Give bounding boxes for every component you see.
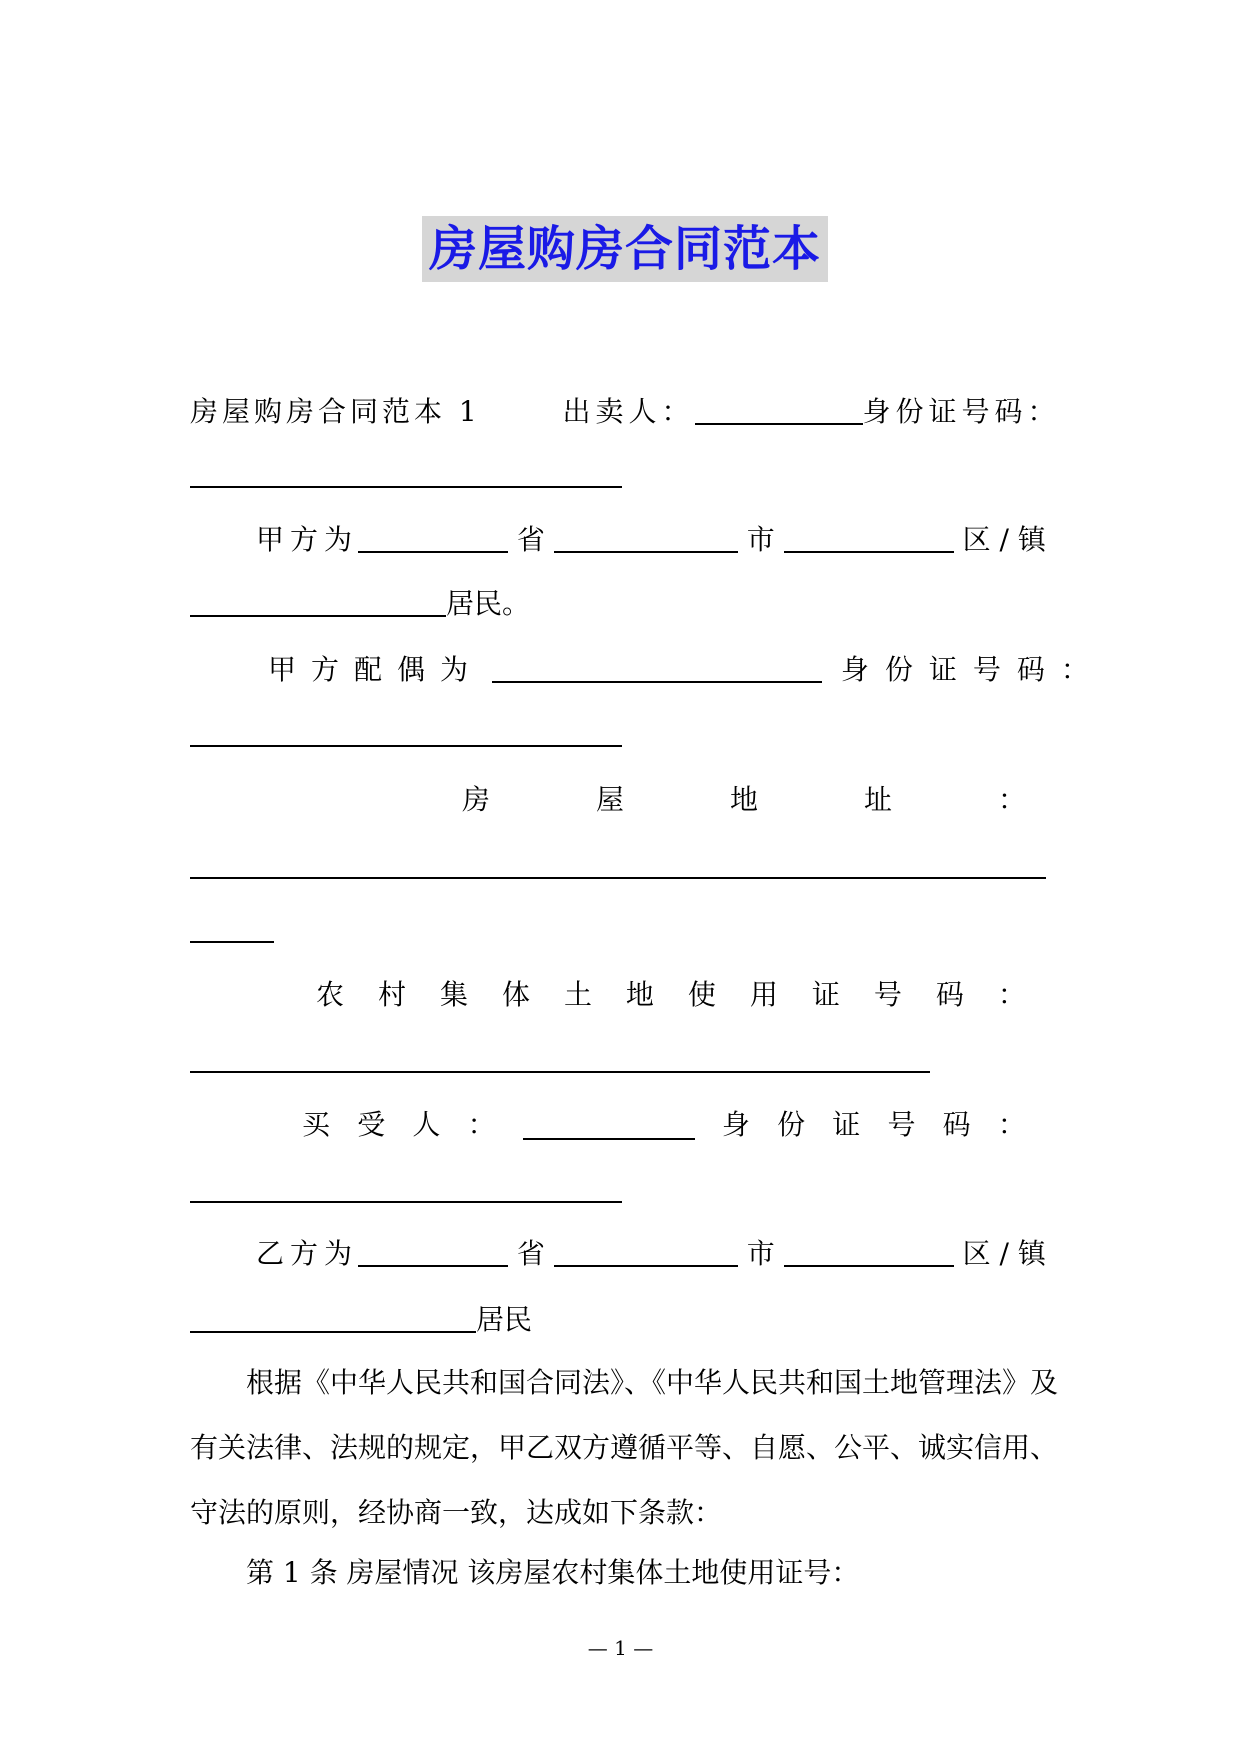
contract-heading: 房屋购房合同范本 1	[190, 395, 481, 428]
address-char: 房	[462, 783, 491, 816]
land-cert-char: 农	[316, 978, 345, 1011]
district-label: 区 / 镇	[962, 523, 1046, 556]
buyer-id-char: 码	[942, 1108, 971, 1141]
address-char: 屋	[595, 783, 624, 816]
land-cert-blank-line	[190, 1040, 1060, 1080]
seller-id-label: 身份证号码：	[862, 395, 1061, 428]
spouse-line	[190, 650, 1105, 690]
spouse-id-line	[190, 714, 1060, 754]
seller-line	[190, 392, 1060, 432]
buyer-line	[302, 1105, 1026, 1145]
party-a-residence-line	[190, 584, 1060, 624]
party-b-line	[190, 1234, 1060, 1274]
buyer-char: 买	[302, 1108, 331, 1141]
page-number: — 1 —	[587, 1636, 654, 1660]
spouse-id-label: 身份证号码：	[840, 653, 1105, 686]
province-label: 省	[516, 523, 545, 556]
buyer-char: ：	[467, 1108, 496, 1141]
spouse-label: 甲方配偶为	[268, 653, 484, 686]
land-cert-char: 体	[501, 978, 530, 1011]
land-cert-char: 土	[563, 978, 592, 1011]
document-title: 房屋购房合同范本	[422, 216, 828, 282]
resident-label-b: 居民	[476, 1303, 533, 1336]
address-blank-line	[190, 846, 1060, 886]
party-b-label: 乙方为	[256, 1237, 359, 1270]
city-blank-b	[554, 1237, 738, 1267]
district-label-b: 区 / 镇	[962, 1237, 1046, 1270]
city-blank	[554, 523, 738, 553]
buyer-id-char: ：	[997, 1108, 1026, 1141]
land-cert-label-line	[316, 975, 1026, 1015]
province-blank-b	[358, 1237, 508, 1267]
buyer-id-char: 份	[777, 1108, 806, 1141]
spouse-id-blank	[190, 717, 622, 747]
seller-label: 出卖人：	[562, 395, 695, 428]
land-cert-char: 号	[873, 978, 902, 1011]
buyer-name-blank	[523, 1110, 695, 1140]
land-cert-blank	[190, 1043, 930, 1073]
address-char: 址	[863, 783, 892, 816]
address-char: 地	[729, 783, 758, 816]
district-blank	[784, 523, 954, 553]
address-label-line	[462, 780, 1026, 820]
buyer-char: 人	[412, 1108, 441, 1141]
buyer-id-line	[190, 1170, 1060, 1210]
province-label-b: 省	[516, 1237, 545, 1270]
land-cert-char: 集	[439, 978, 468, 1011]
resident-label: 居民。	[446, 587, 531, 620]
address-char: ：	[997, 783, 1026, 816]
preamble-paragraph: 根据《中华人民共和国合同法》、《中华人民共和国土地管理法》及有关法律、法规的规定，甲乙双方遵循平等、自愿、公平、诚实信用、守法的原则，经协商一致，达成如下条款：	[190, 1366, 1059, 1529]
party-a-line	[190, 520, 1060, 560]
province-blank	[358, 523, 508, 553]
buyer-id-blank	[190, 1173, 622, 1203]
address-blank-end	[190, 913, 274, 943]
buyer-char: 受	[357, 1108, 386, 1141]
town-blank	[190, 587, 446, 617]
land-cert-char: 村	[377, 978, 406, 1011]
seller-id-line	[190, 455, 1060, 495]
article-1: 第 1 条 房屋情况 该房屋农村集体土地使用证号：	[246, 1556, 860, 1589]
land-cert-char: 证	[811, 978, 840, 1011]
town-blank-b	[190, 1303, 476, 1333]
spouse-name-blank	[492, 653, 822, 683]
address-blank	[190, 849, 1046, 879]
party-b-residence-line	[190, 1300, 1060, 1340]
party-a-label: 甲方为	[256, 523, 359, 556]
district-blank-b	[784, 1237, 954, 1267]
land-cert-char: 地	[625, 978, 654, 1011]
land-cert-char: 使	[687, 978, 716, 1011]
land-cert-char: 码	[935, 978, 964, 1011]
buyer-id-char: 号	[887, 1108, 916, 1141]
land-cert-char: ：	[997, 978, 1026, 1011]
seller-id-blank	[190, 458, 622, 488]
city-label: 市	[746, 523, 775, 556]
land-cert-char: 用	[749, 978, 778, 1011]
seller-name-blank	[695, 395, 863, 425]
buyer-id-char: 证	[832, 1108, 861, 1141]
buyer-id-char: 身	[721, 1108, 750, 1141]
city-label-b: 市	[746, 1237, 775, 1270]
address-blank-line-2	[190, 910, 1060, 950]
